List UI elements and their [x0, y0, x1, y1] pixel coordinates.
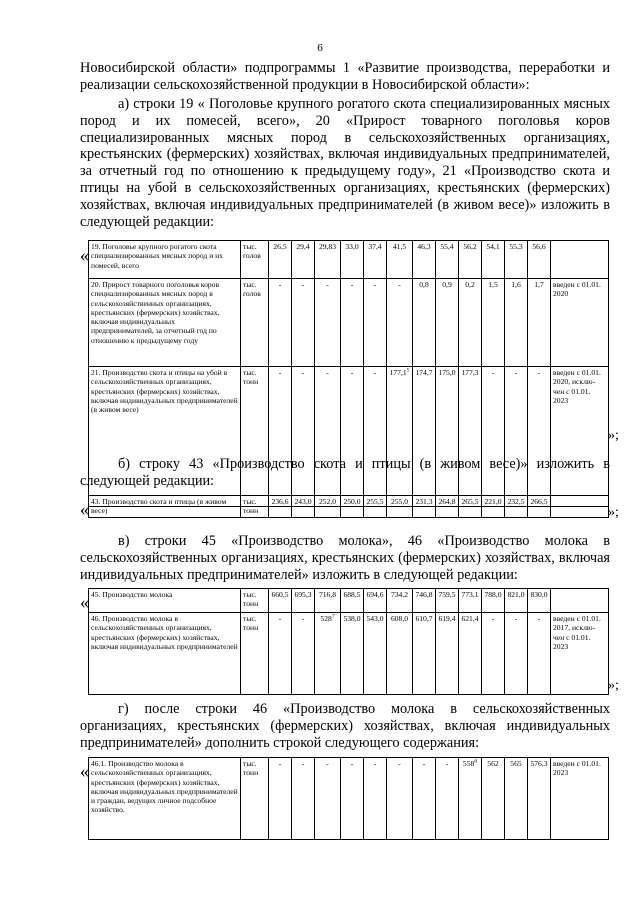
indicator-name-cell: 20. Прирост товарного поголовья коров специализированных мясных пород в сельскохозяйственных организациях, крестьянских (фермерских) хозяйствах, включая индивидуальных предпринимателей, за отчетный год по отношению к предыдущему году	[89, 279, 241, 367]
value-cell: 56,2	[459, 241, 482, 279]
value-cell: -	[269, 758, 292, 840]
value-cell: 174,7	[413, 367, 436, 507]
indicator-name-cell: 46.1. Производство молока в сельскохозяйственных организациях, крестьянских (фермерских) хозяйствах, включая индивидуальных предпринимателей и граждан, ведущих личное подсобное хозяйство.	[89, 758, 241, 840]
value-cell: 46,3	[413, 241, 436, 279]
indicator-name-cell: 19. Поголовье крупного рогатого скота специализированных мясных пород и их помесей, всего	[89, 241, 241, 279]
value-cell: 255,5	[364, 496, 387, 518]
note-cell: введен с 01.01. 2017, исклю-чен с 01.01. 2023	[551, 613, 609, 695]
table-rows-45-46	[88, 588, 609, 695]
open-quote: «	[80, 245, 89, 265]
value-cell: 29,83	[315, 241, 341, 279]
value-cell: -	[528, 613, 551, 695]
value-cell: 716,8	[315, 589, 341, 613]
value-cell: 265,5	[459, 496, 482, 518]
value-cell: 619,4	[436, 613, 459, 695]
value-cell: 175,0	[436, 367, 459, 507]
value-cell: -	[387, 758, 413, 840]
value-cell: 37,4	[364, 241, 387, 279]
value-cell: -	[269, 367, 292, 507]
value-cell: -	[269, 613, 292, 695]
value-cell: -	[436, 758, 459, 840]
value-cell: 266,5	[528, 496, 551, 518]
value-cell: -	[292, 758, 315, 840]
value-cell: 0,8	[413, 279, 436, 367]
value-cell: 788,0	[482, 589, 505, 613]
value-cell: 177,1$^5$	[387, 367, 413, 507]
open-quote: «	[80, 499, 89, 519]
close-quote: »;	[608, 428, 619, 443]
value-cell: 543,0	[364, 613, 387, 695]
unit-cell: тыс. голов	[241, 241, 269, 279]
value-cell: 660,5	[269, 589, 292, 613]
value-cell: 821,0	[505, 589, 528, 613]
value-cell: 1,7	[528, 279, 551, 367]
item-b-paragraph: б) строку 43 «Производство скота и птицы (в живом весе)» изложить в следующей редакции:	[80, 456, 610, 489]
value-cell: $558^6$	[459, 758, 482, 840]
value-cell: -	[482, 613, 505, 695]
table-row	[89, 589, 609, 613]
value-cell: 565	[505, 758, 528, 840]
value-cell: 694,6	[364, 589, 387, 613]
unit-cell: тыс. тонн	[241, 758, 269, 840]
note-cell	[551, 496, 609, 518]
close-quote: »;	[608, 678, 619, 693]
value-cell: -	[505, 367, 528, 507]
value-cell: 746,8	[413, 589, 436, 613]
table-row	[89, 496, 609, 518]
table-row	[89, 758, 609, 840]
indicator-name-cell: 43. Производство скота и птицы (в живом весе)	[89, 496, 241, 518]
value-cell: -	[292, 613, 315, 695]
footnote-marker: 6	[474, 758, 478, 765]
value-cell: 177,3	[459, 367, 482, 507]
value-cell: 29,4	[292, 241, 315, 279]
value-cell: 576,3	[528, 758, 551, 840]
value-cell: 232,5	[505, 496, 528, 518]
close-quote: »;	[608, 505, 619, 520]
unit-cell: тыс. тонн	[241, 496, 269, 518]
value-cell: 610,7	[413, 613, 436, 695]
value-cell: 773,1	[459, 589, 482, 613]
value-cell: 0,9	[436, 279, 459, 367]
value-cell: 41,5	[387, 241, 413, 279]
note-cell: введен с 01.01. 2020, исклю-чен с 01.01. 2023	[551, 367, 609, 507]
page-number: 6	[317, 42, 323, 54]
value-cell: -	[315, 279, 341, 367]
unit-cell: тыс. тонн	[241, 589, 269, 613]
note-cell	[551, 241, 609, 279]
value-cell: -	[364, 758, 387, 840]
table-row	[89, 279, 609, 367]
value-cell: -	[341, 367, 364, 507]
value-cell: 1,6	[505, 279, 528, 367]
footnote-marker: 5	[406, 367, 410, 374]
table-row-43	[88, 495, 609, 518]
indicator-name-cell: 21. Производство скота и птицы на убой в сельскохозяйственных организациях, крестьянских (фермерских) хозяйствах, включая индивидуальных предпринимателей (в живом весе)	[89, 367, 241, 507]
value-cell: -	[292, 367, 315, 507]
value-cell: 54,1	[482, 241, 505, 279]
value-cell: -	[315, 367, 341, 507]
value-cell: 695,3	[292, 589, 315, 613]
value-cell: -	[292, 279, 315, 367]
value-cell: -	[341, 758, 364, 840]
value-cell: 759,5	[436, 589, 459, 613]
value-cell: -	[528, 367, 551, 507]
value-cell: 243,0	[292, 496, 315, 518]
value-cell: $528^7$	[315, 613, 341, 695]
value-cell: 255,0	[387, 496, 413, 518]
value-cell: 55,3	[505, 241, 528, 279]
value-cell: 264,8	[436, 496, 459, 518]
value-cell: 33,0	[341, 241, 364, 279]
unit-cell: тыс. тонн	[241, 367, 269, 507]
item-c-paragraph: в) строки 45 «Производство молока», 46 «Производство молока в сельскохозяйственных организациях, крестьянских (фермерских) хозяйствах, включая индивидуальных предпринимателей» изложить в следующей редакции:	[80, 533, 610, 583]
value-cell: 1,5	[482, 279, 505, 367]
value-cell: -	[341, 279, 364, 367]
value-cell: -	[364, 279, 387, 367]
value-cell: 538,0	[341, 613, 364, 695]
table-row-46-1	[88, 757, 609, 840]
open-quote: «	[80, 592, 89, 612]
indicator-name-cell: 45. Производство молока	[89, 589, 241, 613]
value-cell: 688,5	[341, 589, 364, 613]
value-cell: -	[269, 279, 292, 367]
value-cell: 56,6	[528, 241, 551, 279]
unit-cell: тыс. голов	[241, 279, 269, 367]
value-cell: 221,0	[482, 496, 505, 518]
unit-cell: тыс. тонн	[241, 613, 269, 695]
value-cell: -	[505, 613, 528, 695]
footnote-marker: 7	[331, 613, 335, 620]
table-row	[89, 613, 609, 695]
value-cell: 55,4	[436, 241, 459, 279]
value-cell: 734,2	[387, 589, 413, 613]
value-cell: 562	[482, 758, 505, 840]
value-cell: 26,5	[269, 241, 292, 279]
value-cell: 252,0	[315, 496, 341, 518]
value-cell: 608,0	[387, 613, 413, 695]
value-cell: 231,3	[413, 496, 436, 518]
value-cell: -	[364, 367, 387, 507]
value-cell: 236,6	[269, 496, 292, 518]
note-cell: введен с 01.01. 2023	[551, 758, 609, 840]
value-cell: -	[482, 367, 505, 507]
intro-paragraph: Новосибирской области» подпрограммы 1 «Развитие производства, переработки и реализации сельскохозяйственной продукции в Новосибирской области»:	[80, 60, 610, 93]
value-cell: 0,2	[459, 279, 482, 367]
open-quote: «	[80, 761, 89, 781]
value-cell: 830,0	[528, 589, 551, 613]
value-cell: 250,0	[341, 496, 364, 518]
value-cell: 621,4	[459, 613, 482, 695]
item-d-paragraph: г) после строки 46 «Производство молока в сельскохозяйственных организациях, крестьянских (фермерских) хозяйствах, включая индивидуальных предпринимателей» дополнить строкой следующего содержания:	[80, 701, 610, 751]
note-cell	[551, 589, 609, 613]
value-cell: -	[413, 758, 436, 840]
value-cell: -	[315, 758, 341, 840]
value-cell: -	[387, 279, 413, 367]
table-row	[89, 241, 609, 279]
note-cell: введен с 01.01. 2020	[551, 279, 609, 367]
item-a-paragraph: а) строки 19 « Поголовье крупного рогатого скота специализированных мясных пород и их помесей, всего», 20 «Прирост товарного поголовья коров специализированных мясных пород в сельскохозяйственных организациях, крестьянских (фермерских) хозяйствах, включая индивидуальных предпринимателей, за отчетный год по отношению к предыдущему году», 21 «Производство скота и птицы на убой в сельскохозяйственных организациях, крестьянских (фермерских) хозяйствах, включая индивидуальных предпринимателей (в живом весе)» изложить в следующей редакции:	[80, 96, 610, 230]
indicator-name-cell: 46. Производство молока в сельскохозяйственных организациях, крестьянских (фермерских) хозяйствах, включая индивидуальных предпринимателей	[89, 613, 241, 695]
